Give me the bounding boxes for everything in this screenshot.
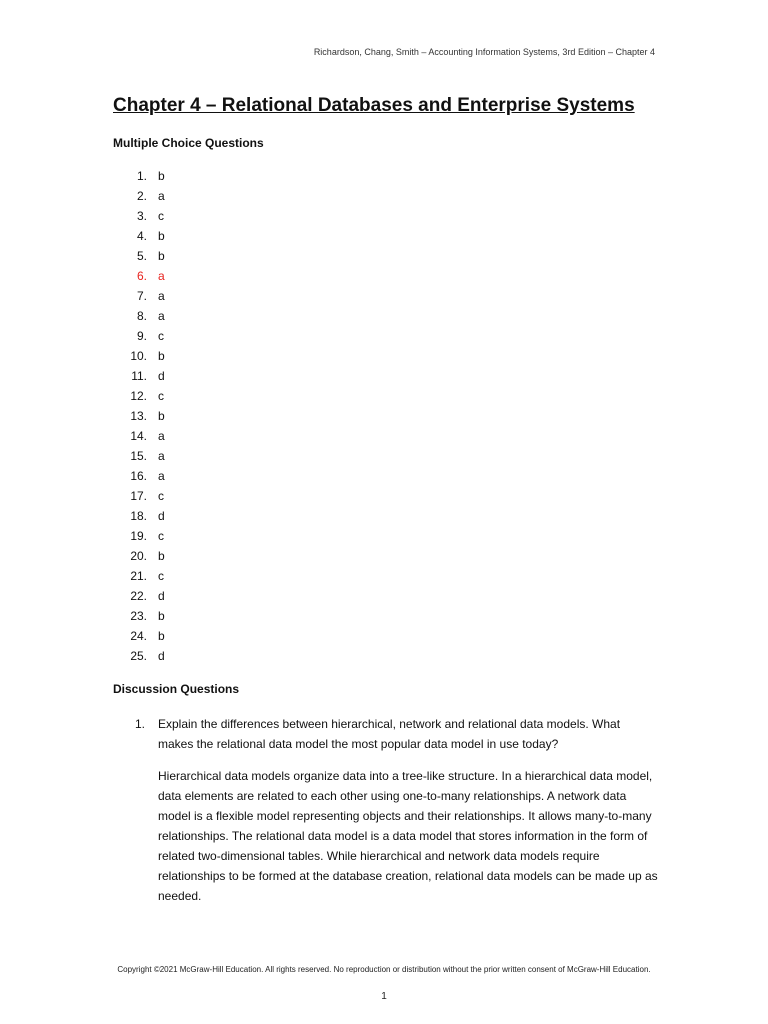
discussion-question-text-block — [113, 714, 658, 754]
answer-letter: c — [158, 209, 164, 223]
answer-item — [113, 169, 165, 189]
answer-number: 3. — [136, 209, 147, 223]
answer-item — [113, 569, 165, 589]
answer-item — [113, 289, 165, 309]
answer-number: 17. — [130, 489, 147, 503]
answer-number: 20. — [130, 549, 147, 563]
answer-number: 19. — [130, 529, 147, 543]
answer-item — [113, 429, 165, 449]
answer-item — [113, 229, 165, 249]
answer-letter: a — [158, 449, 165, 463]
answer-item — [113, 529, 165, 549]
answer-number: 25. — [130, 649, 147, 663]
answer-letter: d — [158, 509, 165, 523]
answer-item — [113, 609, 165, 629]
answer-item — [113, 629, 165, 649]
copyright-footer: Copyright ©2021 McGraw-Hill Education. All rights reserved. No reproduction or distribution without the prior written consent of McGraw-Hill Education. — [117, 965, 651, 974]
answer-number: 15. — [130, 449, 147, 463]
answer-item — [113, 209, 165, 229]
answer-number: 4. — [136, 229, 147, 243]
answer-item — [113, 549, 165, 569]
answer-item — [113, 589, 165, 609]
answer-number: 2. — [136, 189, 147, 203]
answer-number: 1. — [136, 169, 147, 183]
answer-letter: a — [158, 289, 165, 303]
answer-number: 8. — [136, 309, 147, 323]
answer-letter: c — [158, 489, 164, 503]
answer-letter: d — [158, 369, 165, 383]
running-header: Richardson, Chang, Smith – Accounting Information Systems, 3rd Edition – Chapter 4 — [313, 47, 655, 57]
answer-number: 14. — [130, 429, 147, 443]
answer-item — [113, 249, 165, 269]
answer-letter: d — [158, 649, 165, 663]
page-number: 1 — [381, 991, 387, 1002]
answer-item — [113, 469, 165, 489]
answer-letter: a — [158, 469, 165, 483]
answer-number: 11. — [131, 369, 147, 383]
answer-number: 5. — [136, 249, 147, 263]
answer-item — [113, 389, 165, 409]
answer-item — [113, 449, 165, 469]
answer-item — [113, 409, 165, 429]
answer-number: 23. — [130, 609, 147, 623]
answer-letter: a — [158, 189, 165, 203]
discussion-questions-heading: Discussion Questions — [113, 682, 240, 696]
answer-item — [113, 509, 165, 529]
answer-item — [113, 649, 165, 669]
discussion-question-1 — [113, 714, 658, 906]
answer-number: 7. — [136, 289, 147, 303]
answer-item — [113, 189, 165, 209]
answer-letter: b — [158, 409, 165, 423]
answer-letter: a — [158, 429, 165, 443]
answer-item — [113, 329, 165, 349]
answer-letter: b — [158, 349, 165, 363]
discussion-question-text: Explain the differences between hierarchical, network and relational data models. What makes the relational data model the most popular data model in use today? — [158, 717, 621, 751]
answer-number: 9. — [136, 329, 147, 343]
answer-letter: d — [158, 589, 165, 603]
answer-number: 6. — [136, 269, 147, 283]
answer-letter: c — [158, 329, 164, 343]
answer-number: 18. — [130, 509, 147, 523]
answer-letter: a — [158, 309, 165, 323]
answer-item — [113, 349, 165, 369]
answer-key-list — [113, 169, 165, 669]
answer-number: 12. — [130, 389, 147, 403]
answer-item — [113, 369, 165, 389]
answer-item — [113, 309, 165, 329]
answer-number: 13. — [130, 409, 147, 423]
answer-number: 16. — [130, 469, 147, 483]
answer-letter: b — [158, 169, 165, 183]
answer-letter: b — [158, 629, 165, 643]
answer-number: 22. — [130, 589, 147, 603]
discussion-question-number: 1. — [135, 717, 146, 731]
answer-letter: b — [158, 249, 165, 263]
answer-letter: b — [158, 229, 165, 243]
answer-number: 10. — [130, 349, 147, 363]
answer-letter: b — [158, 609, 165, 623]
answer-letter: a — [158, 269, 165, 283]
answer-letter: c — [158, 389, 164, 403]
chapter-title: Chapter 4 – Relational Databases and Enterprise Systems — [113, 95, 635, 116]
answer-letter: b — [158, 549, 165, 563]
multiple-choice-heading: Multiple Choice Questions — [113, 136, 264, 150]
answer-number: 21. — [130, 569, 147, 583]
answer-item — [113, 269, 165, 289]
answer-letter: c — [158, 529, 164, 543]
answer-letter: c — [158, 569, 164, 583]
answer-item — [113, 489, 165, 509]
discussion-answer-text: Hierarchical data models organize data into a tree-like structure. In a hierarchical data model, data elements are related to each other using one-to-many relationships. A network data model is a flexible model representing objects and their relationships. It allows many-to-many relationships. The relational data model is a data model that stores information in the form of related two-dimensional tables. While hierarchical and network data models require relationships to be formed at the database creation, relational data models can be made up as needed. — [158, 769, 658, 903]
answer-number: 24. — [130, 629, 147, 643]
